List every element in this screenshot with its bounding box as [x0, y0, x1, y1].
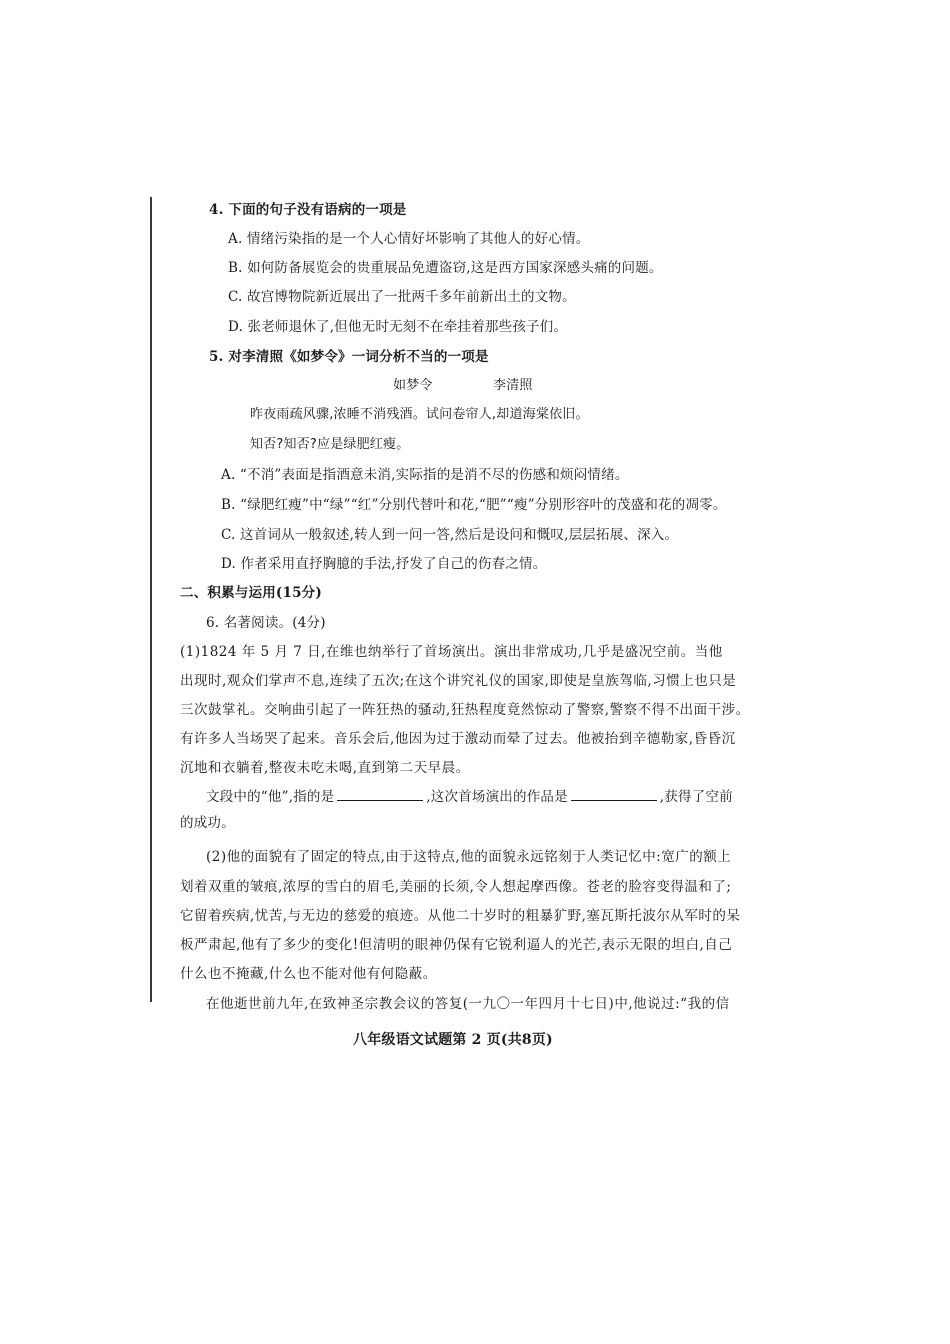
q4-option-a: A. 情绪污染指的是一个人心情好坏影响了其他人的好心情。 [228, 231, 590, 247]
poem-title: 如梦令 [393, 378, 433, 393]
answer-blank-work[interactable] [571, 786, 657, 801]
q5-option-b: B. “绿肥红瘦”中“绿”“红”分别代替叶和花,“肥”“瘦”分别形容叶的茂盛和花的凋零。 [221, 497, 727, 513]
fill-text-2: ,这次首场演出的作品是 [426, 789, 568, 805]
q4-option-c: C. 故宫博物院新近展出了一批两千多年前新出土的文物。 [228, 289, 576, 305]
poem-line-1: 昨夜雨疏风骤,浓睡不消残酒。试问卷帘人,却道海棠依旧。 [250, 407, 589, 422]
q5-option-d: D. 作者采用直抒胸臆的手法,抒发了自己的伤春之情。 [221, 556, 547, 572]
passage2-line-5: 什么也不掩藏,什么也不能对他有何隐蔽。 [180, 966, 437, 982]
passage2-line-3: 它留着疾病,忧苦,与无边的慈爱的痕迹。从他二十岁时的粗暴犷野,塞瓦斯托波尔从军时的呆 [180, 908, 741, 924]
passage2-last-line: 在他逝世前九年,在致神圣宗教会议的答复(一九〇一年四月十七日)中,他说过:“我的信 [206, 996, 730, 1012]
passage2-line-4: 板严肃起,他有了多少的变化!但清明的眼神仍保有它锐利逼人的光芒,表示无限的坦白,自己 [180, 937, 733, 953]
fill-text-1: 文段中的“他”,指的是 [206, 789, 335, 805]
q5-option-a: A. “不消”表面是指酒意未消,实际指的是消不尽的伤感和烦闷情绪。 [221, 467, 629, 483]
answer-blank-person[interactable] [337, 786, 423, 801]
page-footer: 八年级语文试题第 2 页(共8页) [353, 1032, 553, 1048]
q5-stem: 5. 对李清照《如梦令》一词分析不当的一项是 [209, 349, 489, 365]
fill-in-question [206, 786, 733, 806]
q4-option-b: B. 如何防备展览会的贵重展品免遭盗窃,这是西方国家深感头痛的问题。 [228, 260, 663, 276]
passage1-line-2: 出现时,观众们掌声不息,连续了五次;在这个讲究礼仪的国家,即使是皇族驾临,习惯上也只是 [180, 673, 737, 689]
q4-option-d: D. 张老师退休了,但他无时无刻不在牵挂着那些孩子们。 [228, 319, 568, 335]
q6-stem: 6. 名著阅读。(4分) [206, 615, 326, 631]
passage2-line-2: 划着双重的皱痕,浓厚的雪白的眉毛,美丽的长须,令人想起摩西像。苍老的脸容变得温和了; [180, 879, 732, 895]
q4-stem: 4. 下面的句子没有语病的一项是 [209, 202, 407, 218]
passage1-line-4: 有许多人当场哭了起来。音乐会后,他因为过于激动而晕了过去。他被抬到辛德勒家,昏昏沉 [180, 731, 736, 747]
passage1-line-5: 沉地和衣躺着,整夜未吃未喝,直到第二天早晨。 [180, 760, 470, 776]
binding-margin-line [150, 197, 152, 1002]
poem-author: 李清照 [493, 378, 533, 393]
fill-question-continuation: 的成功。 [180, 815, 235, 831]
passage1-line-3: 三次鼓掌礼。交响曲引起了一阵狂热的骚动,狂热程度竟然惊动了警察,警察不得不出面干涉。 [180, 702, 750, 718]
section2-heading: 二、积累与运用(15分) [180, 585, 322, 601]
poem-line-2: 知否?知否?应是绿肥红瘦。 [250, 437, 410, 452]
passage2-line-1: (2)他的面貌有了固定的特点,由于这特点,他的面貌永远铭刻于人类记忆中:宽广的额上 [206, 849, 732, 865]
fill-text-3: ,获得了空前 [659, 789, 733, 805]
passage1-line-1: (1)1824 年 5 月 7 日,在维也纳举行了首场演出。演出非常成功,几乎是盛况空前。当他 [180, 644, 723, 660]
q5-option-c: C. 这首词从一般叙述,转人到一问一答,然后是设问和慨叹,层层拓展、深入。 [221, 527, 679, 543]
